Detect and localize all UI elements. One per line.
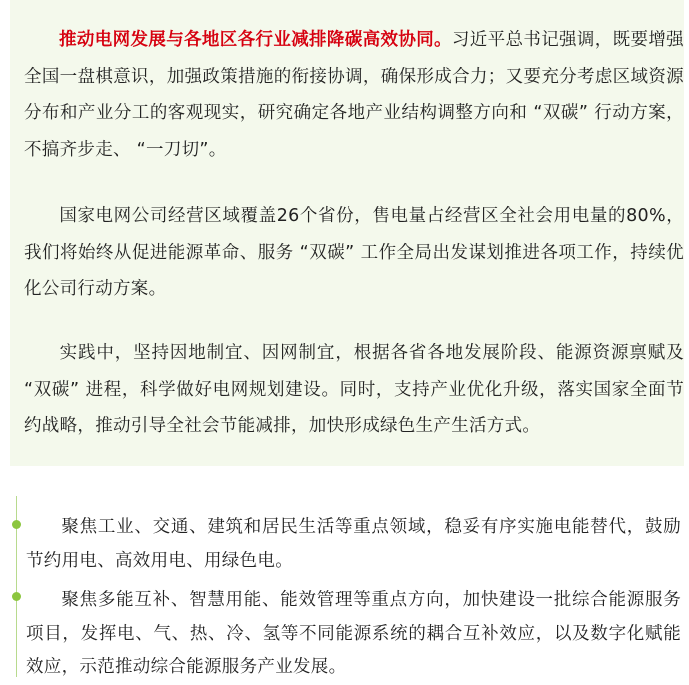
paragraph-practice <box>24 335 684 445</box>
paragraph-intro-text: 习近平总书记强调，既要增强全国一盘棋意识，加强政策措施的衔接协调，确保形成合力；又要充分考虑区域资源分布和产业分工的客观现实，研究确定各地产业结构调整方向和 “双碳” 行动方案，不搞齐步走、 “一刀切”。 <box>24 30 684 160</box>
list-item-text: 聚焦多能互补、智慧用能、能效管理等重点方向，加快建设一批综合能源服务项目，发挥电、气、热、冷、氢等不同能源系统的耦合互补效应，以及数字化赋能效应，示范推动综合能源服务产业发展。 <box>26 590 681 677</box>
paragraph-practice-text: 实践中，坚持因地制宜、因网制宜，根据各省各地发展阶段、能源资源禀赋及 “双碳” 进程，科学做好电网规划建设。同时，支持产业优化升级，落实国家全面节约战略，推动引导全社会节能减排，加快形成绿色生产生活方式。 <box>24 343 684 436</box>
list-item-text: 聚焦工业、交通、建筑和居民生活等重点领域，稳妥有序实施电能替代，鼓励节约用电、高效用电、用绿色电。 <box>26 517 681 571</box>
paragraph-heading: 推动电网发展与各地区各行业减排降碳高效协同。 <box>59 30 452 50</box>
paragraph-policy-intro <box>24 22 684 168</box>
paragraph-company-coverage <box>24 198 684 308</box>
paragraph-coverage-text: 国家电网公司经营区域覆盖26个省份，售电量占经营区全社会用电量的80%，我们将始终从促进能源革命、服务 “双碳” 工作全局出发谋划推进各项工作，持续优化公司行动方案。 <box>24 206 684 299</box>
focus-list <box>0 466 689 677</box>
list-item <box>26 511 681 578</box>
bullet-dot-icon <box>12 520 21 529</box>
policy-panel <box>10 0 684 466</box>
list-item <box>26 584 681 685</box>
bullet-dot-icon <box>12 592 21 601</box>
